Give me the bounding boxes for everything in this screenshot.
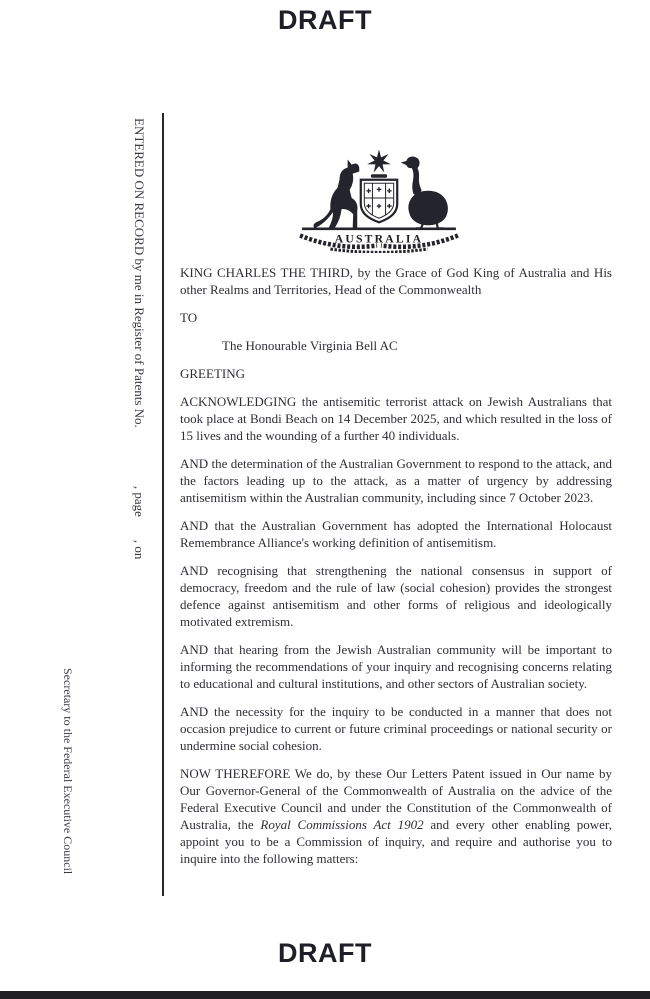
commonwealth-star-icon [367, 149, 391, 172]
margin-rule [162, 113, 164, 896]
paragraph-ihra-definition: AND that the Australian Government has adopted the International Holocaust Remembrance Alliance's working definition of antisemitism. [180, 518, 612, 550]
paragraph-jewish-community: AND that hearing from the Jewish Australian community will be important to informing the recommendations of your inquiry and recognising concerns relating to educational and cultural institutions, and other sectors of Australian society. [180, 642, 612, 691]
paragraph-inquiry-manner: AND the necessity for the inquiry to be conducted in a manner that does not occasion prejudice to current or future criminal proceedings or national security or undermine social cohesion. [180, 704, 612, 753]
page-blank-label: , page [132, 485, 147, 517]
australia-banner-label: AUSTRALIA [334, 232, 424, 246]
kangaroo-icon [314, 160, 360, 229]
entered-on-record-label: ENTERED ON RECORD by me in Register of Patents No. [132, 118, 147, 428]
paragraph-determination: AND the determination of the Australian Government to respond to the attack, and the factors leading up to the attack, as a matter of urgency by addressing antisemitism within the Australian community, including since 7 October 2023. [180, 456, 612, 505]
now-therefore-text: NOW THEREFORE We do, by these Our Letters Patent issued in Our name by Our Governor-General of the Commonwealth of Australia on the advice of the Federal Executive Council and under the Constitution of the Commonwealth of Australia, the [180, 766, 612, 832]
greeting: GREETING [180, 366, 245, 381]
royal-commissions-act-reference: Royal Commissions Act 1902 [260, 817, 424, 832]
paragraph-acknowledging: ACKNOWLEDGING the antisemitic terrorist attack on Jewish Australians that took place at Bondi Beach on 14 December 2025, and which resulted in the loss of 15 lives and the wounding of a further 40 individuals. [180, 394, 612, 443]
australian-coat-of-arms-icon [296, 147, 462, 253]
on-blank-label: , on [132, 539, 147, 560]
emu-icon [401, 156, 422, 198]
now-therefore-text-continued: and every other enabling power, appoint you to be a Commission of inquiry, and require and authorise you to inquire into the following matters: [180, 817, 612, 866]
secretary-label: Secretary to the Federal Executive Council [61, 668, 75, 875]
secretary-signature-note [60, 668, 75, 874]
entered-on-record-note [131, 118, 147, 559]
addressee: The Honourable Virginia Bell AC [222, 338, 398, 353]
salutation: KING CHARLES THE THIRD, by the Grace of God King of Australia and His other Realms and Territories, Head of the Commonwealth [180, 265, 612, 297]
bottom-edge-bar [0, 991, 650, 999]
paragraph-social-cohesion: AND recognising that strengthening the national consensus in support of democracy, freedom and the rule of law (social cohesion) provides the strongest defence against antisemitism and other forms of religious and ideologically motivated extremism. [180, 563, 612, 629]
draft-watermark-bottom: DRAFT [278, 938, 372, 968]
draft-watermark-top: DRAFT [278, 5, 372, 35]
shield-icon [361, 180, 397, 223]
to-label: TO [180, 310, 198, 325]
paragraph-now-therefore [180, 765, 612, 867]
letter-body [180, 264, 612, 867]
